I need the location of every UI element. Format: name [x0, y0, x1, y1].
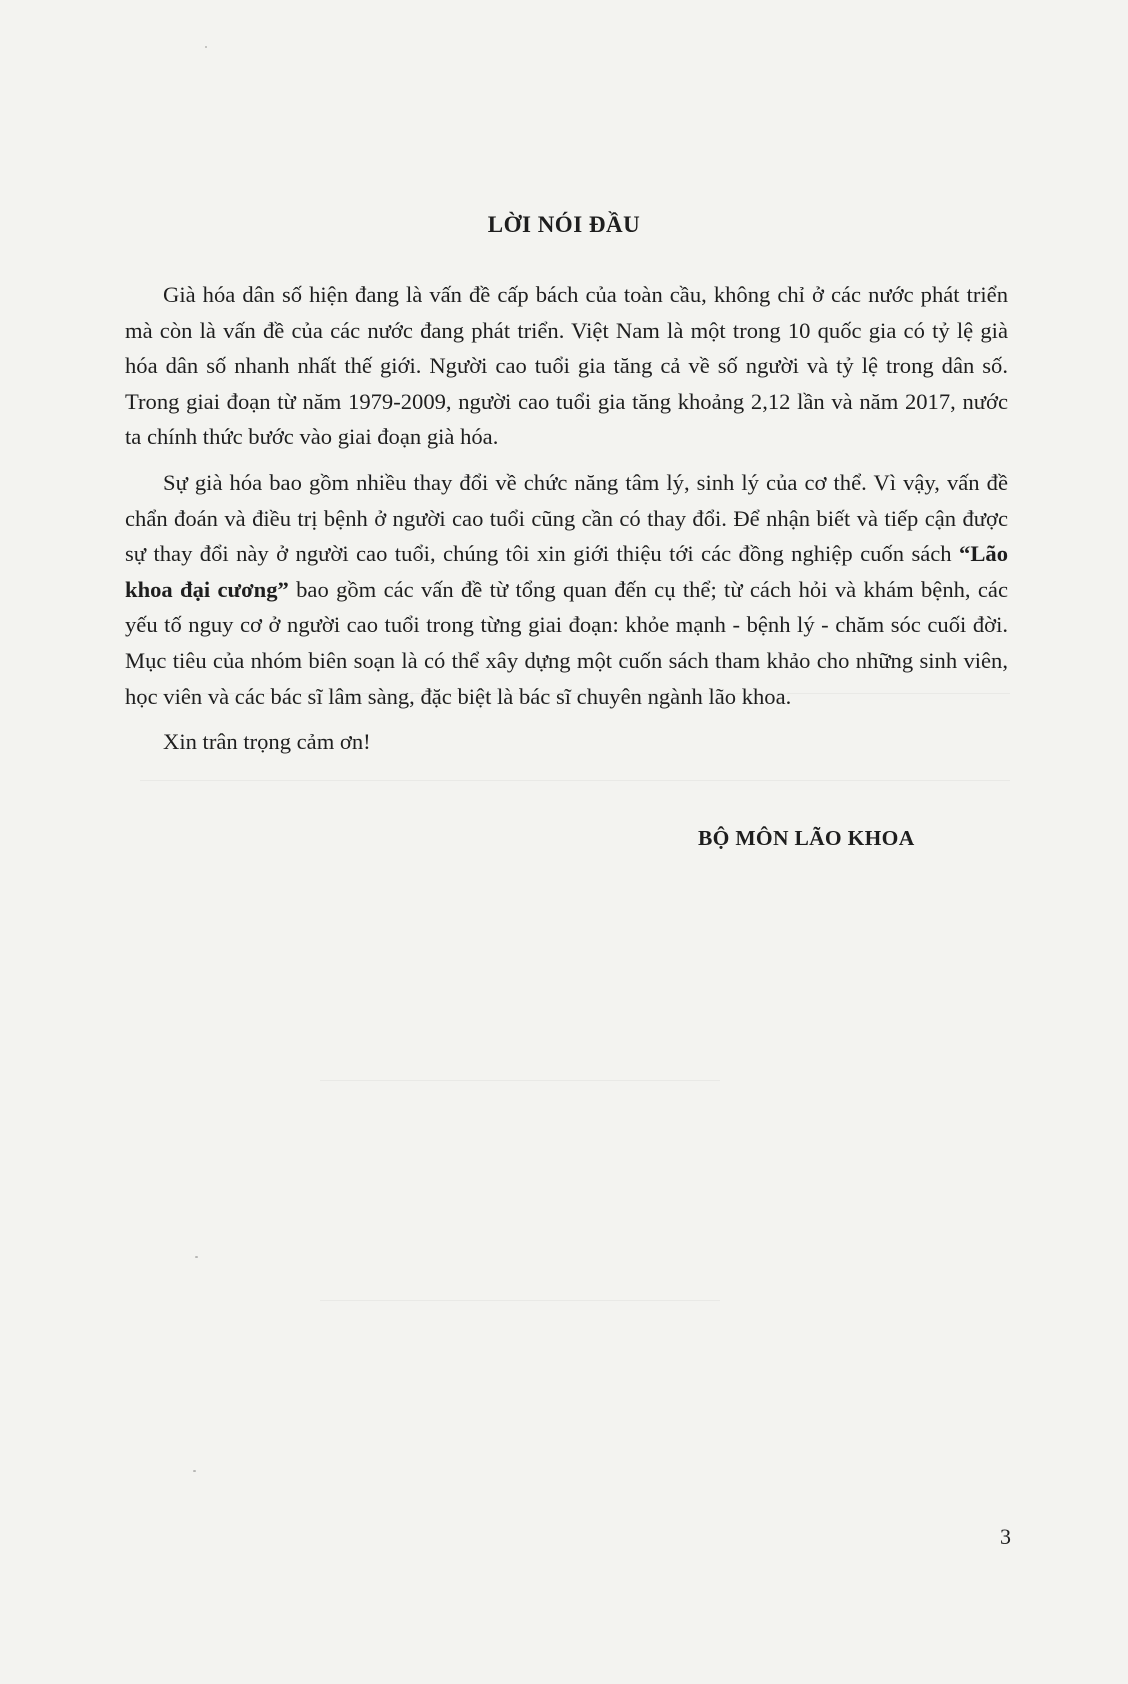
paragraph-2 — [125, 465, 1008, 714]
paper-speck — [205, 46, 207, 48]
bleed-through-decoration — [320, 1300, 720, 1301]
book-title: “Lão khoa đại cương” — [125, 541, 1008, 602]
paper-speck — [193, 1470, 196, 1472]
bleed-through-decoration — [320, 1080, 720, 1081]
page-number: 3 — [1000, 1524, 1011, 1549]
paragraph-1: Già hóa dân số hiện đang là vấn đề cấp bách của toàn cầu, không chỉ ở các nước phát triển mà còn là vấn đề của các nước đang phát triển. Việt Nam là một trong 10 quốc gia có tỷ lệ già hóa dân số nhanh nhất thế giới. Người cao tuổi gia tăng cả về số người và tỷ lệ trong dân số. Trong giai đoạn từ năm 1979-2009, người cao tuổi gia tăng khoảng 2,12 lần và năm 2017, nước ta chính thức bước vào giai đoạn già hóa. — [125, 282, 1008, 450]
page-heading: LỜI NÓI ĐẦU — [487, 212, 641, 237]
preface-body — [125, 277, 1008, 770]
closing-line: Xin trân trọng cảm ơn! — [163, 729, 371, 755]
bleed-through-decoration — [140, 780, 1010, 781]
paragraph-2-start: Sự già hóa bao gồm nhiều thay đổi về chức năng tâm lý, sinh lý của cơ thể. Vì vậy, vấn đề chẩn đoán và điều trị bệnh ở người cao tuổi cũng cần có thay đổi. Để nhận biết và tiếp cận được sự thay đổi này ở người cao tuổi, chúng tôi xin giới thiệu tới các đồng nghiệp cuốn sách — [125, 469, 1008, 567]
signature: BỘ MÔN LÃO KHOA — [698, 826, 915, 850]
paper-speck — [195, 1256, 198, 1258]
paragraph-2-continuation: bao gồm các vấn đề từ tổng quan đến cụ thể; từ cách hỏi và khám bệnh, các yếu tố nguy cơ ở người cao tuổi trong từng giai đoạn: khỏe mạnh - bệnh lý - chăm sóc cuối đời. Mục tiêu của nhóm biên soạn là có thể xây dựng một cuốn sách tham khảo cho những sinh viên, học viên và các bác sĩ lâm sàng, đặc biệt là bác sĩ chuyên ngành lão khoa. — [125, 576, 1008, 709]
